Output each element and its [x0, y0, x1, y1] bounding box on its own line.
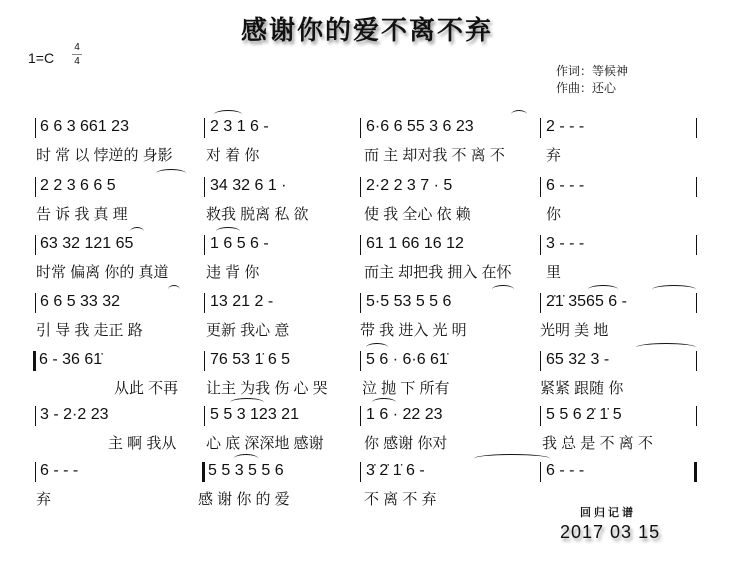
- barline: [360, 351, 361, 371]
- repeat-end-barline: [202, 462, 205, 482]
- lyrics-line: [0, 205, 734, 227]
- time-signature-bar: [72, 54, 82, 55]
- barline: [696, 235, 697, 255]
- measure-notes: 3 - - -: [546, 235, 585, 252]
- transcriber-signature: 回归记谱: [580, 507, 636, 519]
- slur: [214, 110, 242, 119]
- measure-lyrics: 带 我 进入 光 明: [360, 322, 467, 339]
- barline: [360, 406, 361, 426]
- measure-lyrics: 泣 抛 下 所有: [362, 380, 450, 397]
- slur: [168, 285, 180, 294]
- lyrics-line: [0, 434, 734, 456]
- measure-lyrics: 感 谢 你 的 爱: [198, 491, 290, 508]
- barline: [696, 118, 697, 138]
- slur: [588, 285, 618, 294]
- credits: [556, 63, 628, 97]
- barline: [35, 293, 36, 313]
- barline: [540, 406, 541, 426]
- barline: [696, 406, 697, 426]
- measure-notes: 6 - - -: [546, 177, 585, 194]
- barline: [696, 177, 697, 197]
- measure-notes: 1 6 5 6 -: [210, 235, 269, 252]
- measure-lyrics: 主 啊 我从: [108, 435, 177, 452]
- slur: [156, 169, 186, 178]
- measure-lyrics: 而 主 却对我 不 离 不: [364, 147, 505, 164]
- time-signature-top: 4: [74, 42, 80, 53]
- measure-lyrics: 里: [546, 264, 562, 281]
- score-row-6: [0, 404, 734, 460]
- measure-lyrics: 弃: [546, 147, 562, 164]
- barline: [360, 235, 361, 255]
- measure-notes: 5·5 53 5 5 6: [366, 293, 452, 310]
- song-title: 感谢你的爱不离不弃: [240, 16, 493, 46]
- final-barline: [694, 462, 697, 482]
- measure-notes: 34 32 6 1 ·: [210, 177, 287, 194]
- measure-lyrics: 紧紧 跟随 你: [540, 380, 624, 397]
- barline: [360, 118, 361, 138]
- barline: [204, 406, 205, 426]
- measure-notes: 5 5 3 123 21: [210, 406, 299, 423]
- measure-notes: 2 3 1 6 -: [210, 118, 269, 135]
- score-row-1: [0, 116, 734, 172]
- measure-lyrics: 而主 却把我 拥入 在怀: [364, 264, 512, 281]
- slur: [474, 454, 550, 463]
- measure-lyrics: 更新 我心 意: [206, 322, 290, 339]
- measure-notes: 6 - 36 61̇: [39, 351, 103, 368]
- measure-notes: 2·2 2 3 7 · 5: [366, 177, 453, 194]
- barline: [204, 118, 205, 138]
- slur: [234, 454, 258, 463]
- measure-notes: 6 6 5 33 32: [40, 293, 121, 310]
- measure-lyrics: 弃: [36, 491, 52, 508]
- barline: [35, 462, 36, 482]
- barline: [540, 235, 541, 255]
- measure-notes: 2̇1̇ 3565 6 -: [546, 293, 627, 310]
- measure-notes: 65 32 3 -: [546, 351, 610, 368]
- measure-notes: 6 - - -: [40, 462, 79, 479]
- measure-lyrics: 违 背 你: [206, 264, 260, 281]
- transcription-date: 2017 03 15: [560, 522, 661, 542]
- slur: [366, 343, 388, 352]
- measure-lyrics: 你 感谢 你对: [364, 435, 448, 452]
- slur: [372, 398, 396, 407]
- key-signature: 1=C: [28, 50, 55, 66]
- measure-notes: 5 6 · 6·6 61̇: [366, 351, 448, 368]
- measure-lyrics: 不 离 不 弃: [364, 491, 437, 508]
- measure-notes: 61 1 66 16 12: [366, 235, 464, 252]
- measure-lyrics: 让主 为我 伤 心 哭: [206, 380, 328, 397]
- measure-lyrics: 从此 不再: [114, 380, 179, 397]
- barline: [540, 293, 541, 313]
- barline: [696, 293, 697, 313]
- measure-lyrics: 时 常 以 悖逆的 身影: [36, 147, 173, 164]
- barline: [540, 351, 541, 371]
- measure-notes: 6 - - -: [546, 462, 585, 479]
- measure-notes: 2 2 3 6 6 5: [40, 177, 116, 194]
- slur: [636, 343, 696, 352]
- lyricist: 作词：等候神: [556, 64, 629, 78]
- barline: [696, 351, 697, 371]
- measure-lyrics: 引 导 我 走正 路: [36, 322, 143, 339]
- barline: [204, 177, 205, 197]
- barline: [35, 177, 36, 197]
- barline: [540, 177, 541, 197]
- measure-lyrics: 告 诉 我 真 理: [36, 206, 128, 223]
- slur: [511, 110, 527, 119]
- measure-notes: 3 - 2·2 23: [40, 406, 109, 423]
- measure-notes: 5 5 3 5 5 6: [208, 462, 284, 479]
- lyrics-line: [0, 379, 734, 401]
- barline: [35, 235, 36, 255]
- barline: [360, 462, 361, 482]
- composer: 作曲：还心: [556, 81, 617, 95]
- time-signature: [72, 42, 82, 67]
- measure-notes: 3̇ 2̇ 1̇ 6 -: [366, 462, 425, 479]
- measure-lyrics: 我 总 是 不 离 不: [542, 435, 653, 452]
- score-row-2: [0, 175, 734, 231]
- measure-notes: 2 - - -: [546, 118, 585, 135]
- score-row-3: [0, 233, 734, 289]
- barline: [35, 118, 36, 138]
- measure-notes: 63 32 121 65: [40, 235, 134, 252]
- lyrics-line: [0, 146, 734, 168]
- barline: [204, 351, 205, 371]
- measure-notes: 76 53 1̇ 6 5: [210, 351, 291, 368]
- lyrics-line: [0, 321, 734, 343]
- barline: [360, 293, 361, 313]
- barline: [35, 406, 36, 426]
- slur: [130, 227, 144, 236]
- measure-lyrics: 你: [546, 206, 562, 223]
- measure-notes: 6·6 6 55 3 6 23: [366, 118, 474, 135]
- score-row-4: [0, 291, 734, 347]
- barline: [204, 235, 205, 255]
- slur: [652, 285, 696, 294]
- measure-lyrics: 使 我 全心 依 赖: [364, 206, 471, 223]
- measure-lyrics: 光明 美 地: [540, 322, 609, 339]
- barline: [540, 462, 541, 482]
- lyrics-line: [0, 263, 734, 285]
- measure-lyrics: 救我 脱离 私 欲: [206, 206, 309, 223]
- slur: [216, 227, 240, 236]
- measure-notes: 6 6 3 661 23: [40, 118, 129, 135]
- score-row-5: [0, 349, 734, 405]
- barline: [360, 177, 361, 197]
- slur: [492, 285, 514, 294]
- measure-lyrics: 时常 偏离 你的 真道: [36, 264, 169, 281]
- time-signature-bottom: 4: [74, 56, 80, 67]
- repeat-start-barline: [33, 351, 36, 371]
- measure-lyrics: 对 着 你: [206, 147, 260, 164]
- measure-notes: 1 6 · 22 23: [366, 406, 443, 423]
- measure-notes: 5 5 6 2̇ 1̇ 5: [546, 406, 622, 423]
- barline: [540, 118, 541, 138]
- measure-notes: 13 21 2 -: [210, 293, 274, 310]
- measure-lyrics: 心 底 深深地 感谢: [206, 435, 324, 452]
- slur: [230, 398, 264, 407]
- barline: [204, 293, 205, 313]
